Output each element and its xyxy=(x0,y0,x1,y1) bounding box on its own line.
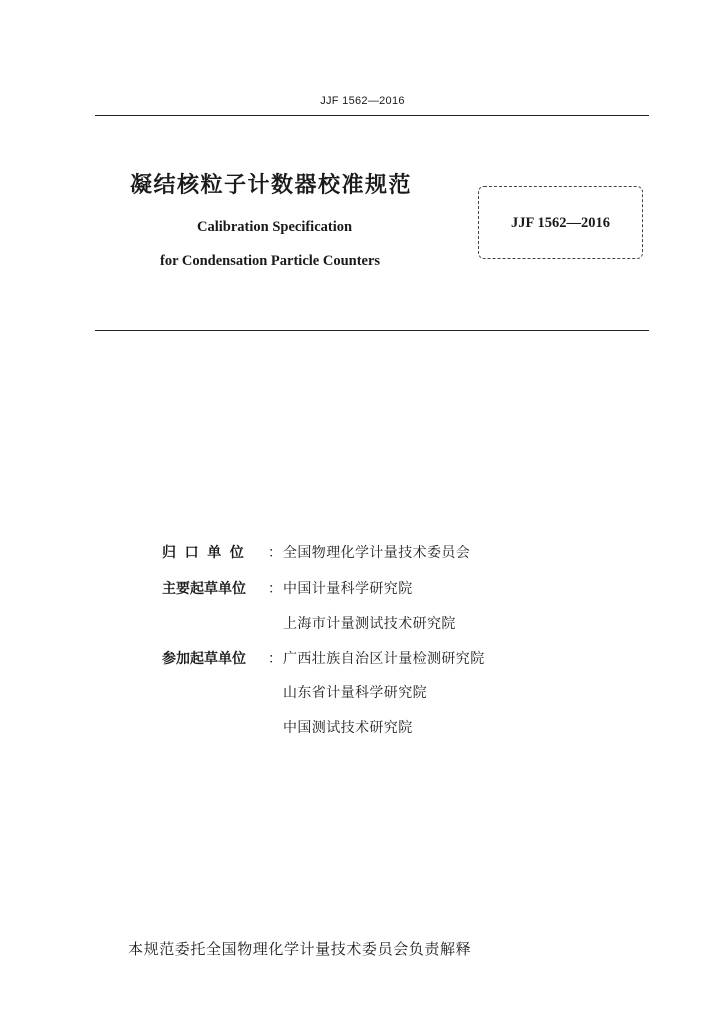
bottom-divider xyxy=(95,330,649,331)
org-label-main-drafter: 主要起草单位 xyxy=(162,581,246,597)
org-colon: ： xyxy=(268,581,282,597)
chinese-title: 凝结核粒子计数器校准规范 xyxy=(130,173,413,198)
org-value-participating-3: 中国测试技术研究院 xyxy=(283,720,413,736)
org-value-participating-1: 广西壮族自治区计量检测研究院 xyxy=(283,651,485,667)
org-value-participating-2: 山东省计量科学研究院 xyxy=(283,685,427,701)
english-title-line2: for Condensation Particle Counters xyxy=(160,253,381,269)
org-value-main-drafter-2: 上海市计量测试技术研究院 xyxy=(283,616,456,632)
document-code-header: JJF 1562—2016 xyxy=(320,95,405,107)
interpretation-note: 本规范委托全国物理化学计量技术委员会负责解释 xyxy=(128,940,472,958)
org-row-participating xyxy=(0,648,725,670)
org-label-responsible: 归口单位 xyxy=(162,545,253,561)
top-divider xyxy=(95,115,649,116)
org-value-responsible: 全国物理化学计量技术委员会 xyxy=(283,545,471,561)
code-box-text: JJF 1562—2016 xyxy=(511,215,610,231)
org-row-responsible xyxy=(0,542,725,564)
org-label-participating: 参加起草单位 xyxy=(162,651,246,667)
org-row-main-drafter-2 xyxy=(0,613,725,635)
org-value-main-drafter-1: 中国计量科学研究院 xyxy=(283,581,413,597)
code-box xyxy=(478,186,643,259)
org-row-main-drafter xyxy=(0,578,725,600)
org-row-participating-2 xyxy=(0,682,725,704)
org-colon: ： xyxy=(268,651,282,667)
org-row-participating-3 xyxy=(0,717,725,739)
org-colon: ： xyxy=(268,545,282,561)
english-title-line1: Calibration Specification xyxy=(197,219,353,235)
